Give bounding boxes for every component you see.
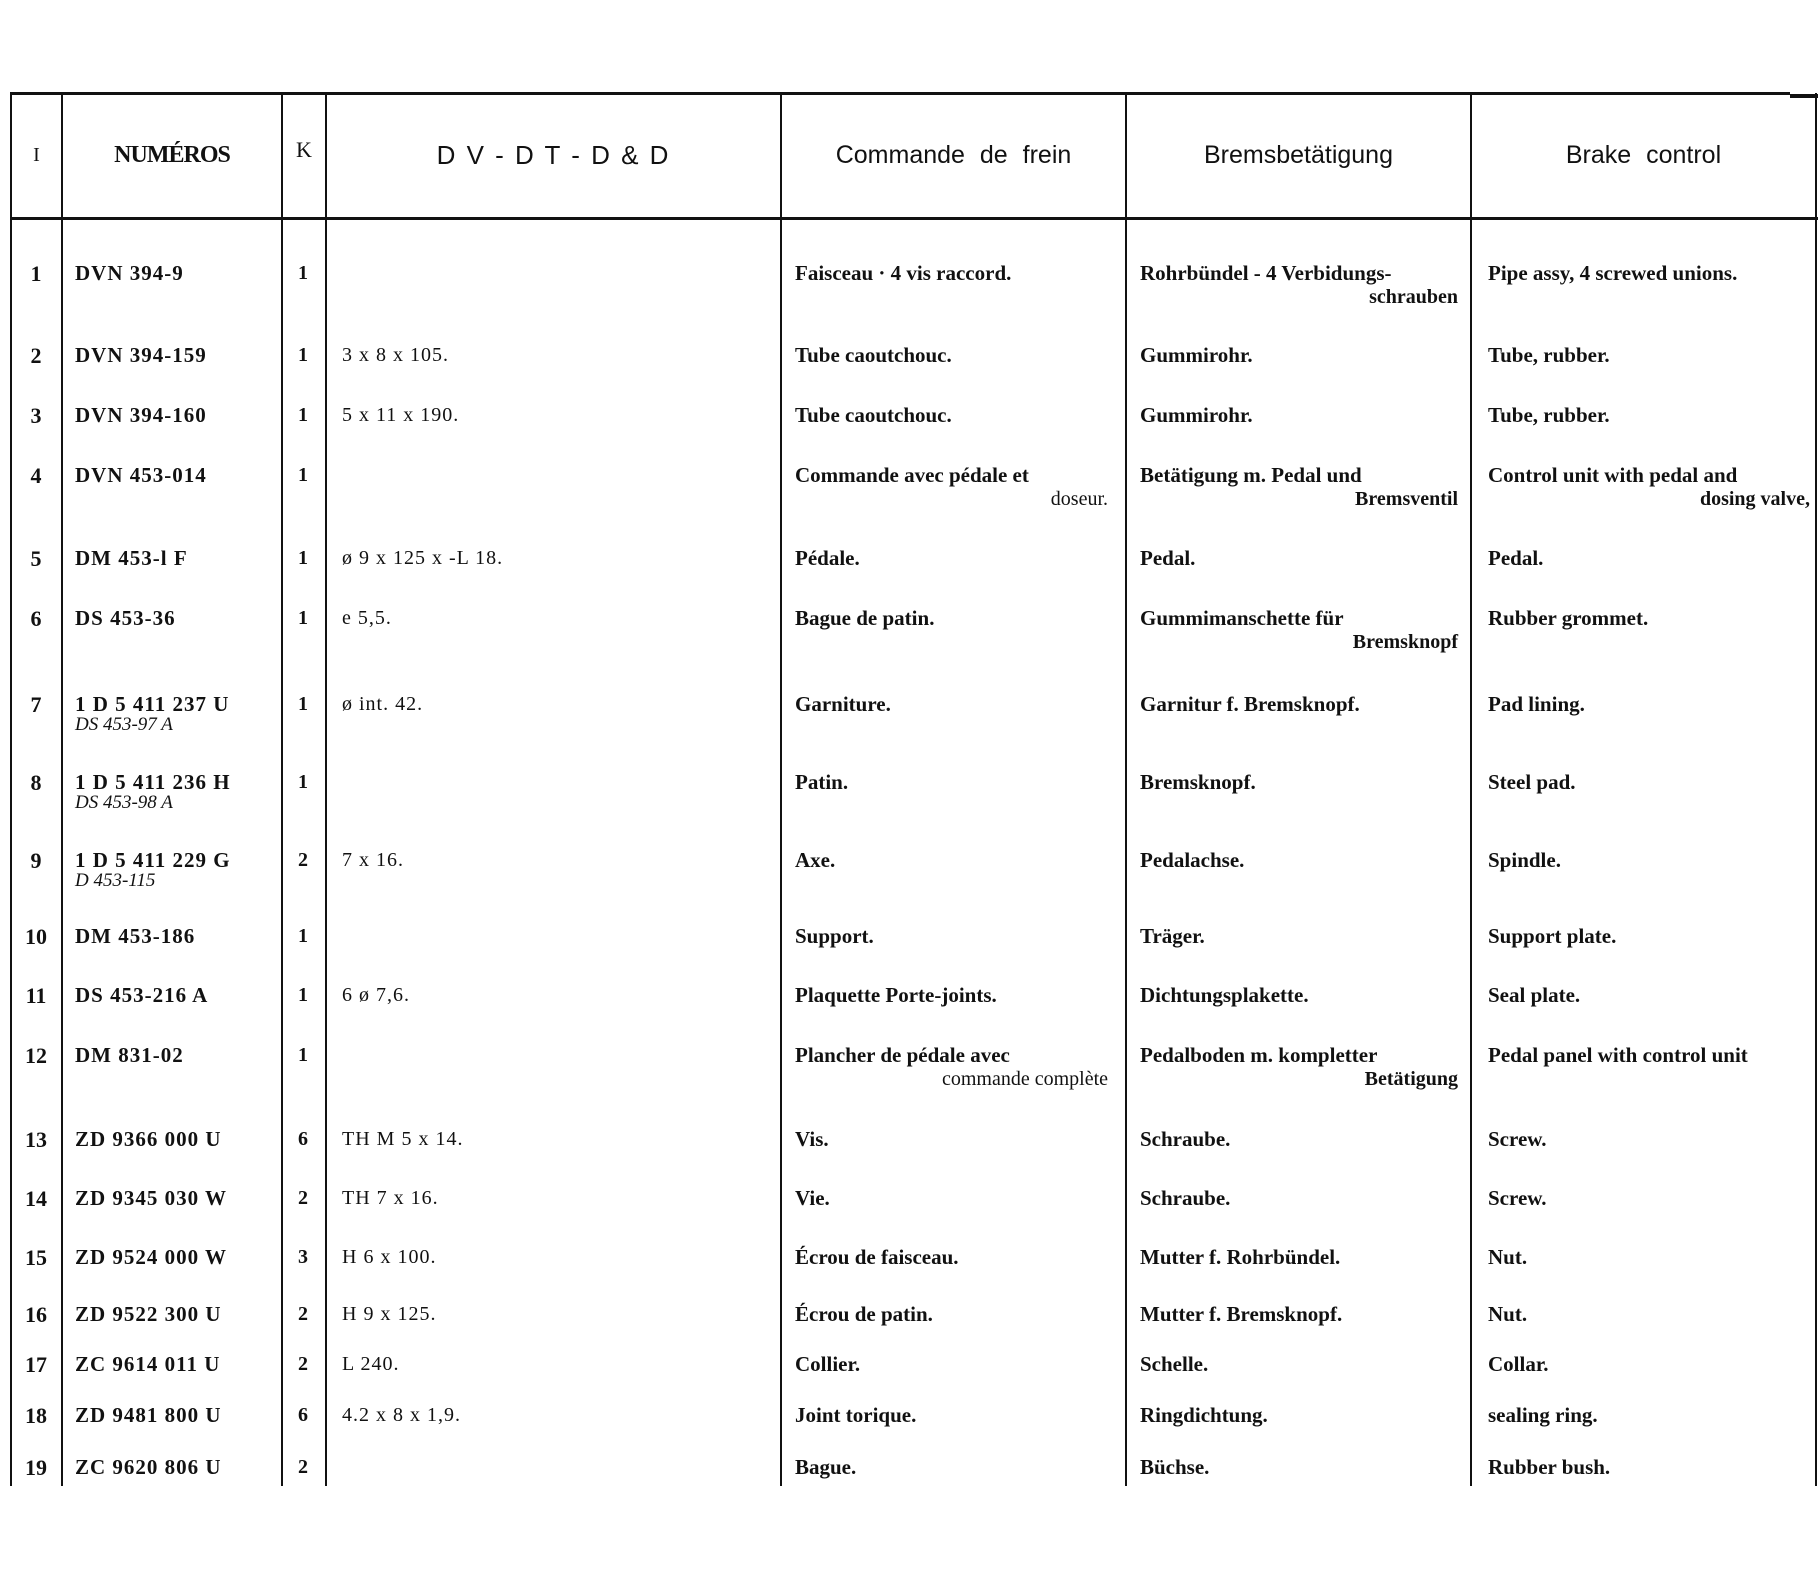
description-fr: Tube caoutchouc. [795, 343, 952, 367]
dimensions: TH 7 x 16. [342, 1187, 439, 1209]
quantity: 1 [298, 464, 308, 486]
part-number-alt: DS 453-98 A [75, 792, 173, 813]
description-fr: Bague. [795, 1455, 857, 1479]
dimensions: ø int. 42. [342, 693, 424, 715]
header-model: D V - D T - D & D [436, 140, 671, 170]
dimensions: TH M 5 x 14. [342, 1128, 464, 1150]
part-number: DVN 453-014 [75, 463, 207, 487]
description-fr: Faisceau · 4 vis raccord. [795, 261, 1012, 285]
part-number: DVN 394-159 [75, 343, 207, 367]
description-en: Support plate. [1488, 924, 1617, 948]
description-fr: Plancher de pédale avec [795, 1043, 1010, 1067]
header-index: I [33, 144, 40, 166]
quantity: 2 [298, 849, 308, 871]
dimensions: 5 x 11 x 190. [342, 404, 460, 426]
item-index: 16 [25, 1302, 47, 1327]
description-fr: Vie. [795, 1186, 830, 1210]
description-fr-cont: doseur. [1050, 488, 1108, 510]
description-fr: Collier. [795, 1352, 861, 1376]
column-divider [1470, 93, 1472, 1486]
quantity: 2 [298, 1303, 308, 1325]
dimensions: e 5,5. [342, 607, 392, 629]
description-fr: Écrou de faisceau. [795, 1245, 959, 1269]
description-de: Schraube. [1140, 1127, 1231, 1151]
description-en: Tube, rubber. [1488, 343, 1610, 367]
item-index: 8 [30, 770, 42, 795]
description-fr: Commande avec pédale et [795, 463, 1029, 487]
item-index: 12 [25, 1043, 47, 1068]
header-french: Commande de frein [835, 141, 1072, 169]
description-de: Bremsknopf. [1140, 770, 1256, 794]
item-index: 11 [25, 983, 47, 1008]
description-en: Collar. [1488, 1352, 1549, 1376]
column-divider [780, 93, 782, 1486]
quantity: 6 [298, 1404, 308, 1426]
part-number: 1 D 5 411 229 G [75, 848, 231, 872]
description-de: Pedal. [1140, 546, 1196, 570]
description-de: Schelle. [1140, 1352, 1209, 1376]
description-en: Nut. [1488, 1302, 1528, 1326]
column-divider [325, 93, 327, 1486]
description-de: Pedalachse. [1140, 848, 1245, 872]
description-en-cont: dosing valve, [1699, 488, 1810, 510]
description-fr: Bague de patin. [795, 606, 935, 630]
part-number: 1 D 5 411 237 U [75, 692, 230, 716]
description-en: Pipe assy, 4 screwed unions. [1488, 261, 1738, 285]
quantity: 1 [298, 984, 308, 1006]
description-fr-cont: commande complète [941, 1068, 1108, 1090]
description-en: Pedal panel with control unit [1488, 1043, 1748, 1067]
dimensions: ø 9 x 125 x -L 18. [342, 547, 504, 569]
description-en: Steel pad. [1488, 770, 1576, 794]
description-de: Gummirohr. [1140, 403, 1253, 427]
description-fr: Pédale. [795, 546, 860, 570]
description-de: Gummirohr. [1140, 343, 1253, 367]
part-number-alt: D 453-115 [75, 870, 156, 891]
item-index: 3 [30, 403, 42, 428]
description-en: sealing ring. [1488, 1403, 1598, 1427]
column-divider [1815, 93, 1817, 1486]
quantity: 1 [298, 925, 308, 947]
item-index: 1 [30, 261, 42, 286]
item-index: 13 [25, 1127, 47, 1152]
description-de: Mutter f. Rohrbündel. [1140, 1245, 1341, 1269]
quantity: 2 [298, 1456, 308, 1478]
dimensions: 4.2 x 8 x 1,9. [342, 1404, 461, 1426]
item-index: 4 [30, 463, 42, 488]
item-index: 7 [30, 692, 42, 717]
description-de-cont: schrauben [1369, 286, 1458, 308]
quantity: 1 [298, 771, 308, 793]
dimensions: 6 ø 7,6. [342, 984, 410, 1006]
item-index: 19 [25, 1455, 47, 1480]
part-number: ZC 9614 011 U [75, 1352, 221, 1376]
quantity: 1 [298, 547, 308, 569]
description-en: Rubber grommet. [1488, 606, 1649, 630]
description-fr: Vis. [795, 1127, 829, 1151]
part-number: DVN 394-9 [75, 261, 184, 285]
description-de: Pedalboden m. kompletter [1140, 1043, 1378, 1067]
part-number: 1 D 5 411 236 H [75, 770, 231, 794]
quantity: 2 [298, 1187, 308, 1209]
column-divider [61, 93, 63, 1486]
part-number: ZD 9481 800 U [75, 1403, 222, 1427]
quantity: 1 [298, 404, 308, 426]
description-de: Gummimanschette für [1140, 606, 1344, 630]
description-de: Garnitur f. Bremsknopf. [1140, 692, 1360, 716]
part-number: ZD 9522 300 U [75, 1302, 222, 1326]
quantity: 3 [298, 1246, 308, 1268]
column-divider [10, 93, 12, 1486]
description-en: Screw. [1488, 1186, 1547, 1210]
part-number: ZD 9345 030 W [75, 1186, 228, 1210]
description-de: Büchse. [1140, 1455, 1210, 1479]
dimensions: 3 x 8 x 105. [342, 344, 449, 366]
description-de: Träger. [1140, 924, 1205, 948]
item-index: 18 [25, 1403, 47, 1428]
dimensions: H 6 x 100. [342, 1246, 437, 1268]
description-en: Seal plate. [1488, 983, 1581, 1007]
part-number: DM 831-02 [75, 1043, 184, 1067]
item-index: 15 [25, 1245, 47, 1270]
quantity: 1 [298, 607, 308, 629]
item-index: 17 [25, 1352, 47, 1377]
part-number: DVN 394-160 [75, 403, 207, 427]
item-index: 10 [25, 924, 47, 949]
description-de: Mutter f. Bremsknopf. [1140, 1302, 1343, 1326]
description-fr: Écrou de patin. [795, 1302, 933, 1326]
description-de-cont: Bremsventil [1355, 488, 1458, 510]
quantity: 1 [298, 693, 308, 715]
description-de: Rohrbündel - 4 Verbidungs- [1140, 261, 1392, 285]
description-de-cont: Bremsknopf [1352, 631, 1458, 653]
part-number-alt: DS 453-97 A [75, 714, 173, 735]
description-fr: Plaquette Porte-joints. [795, 983, 997, 1007]
dimensions: H 9 x 125. [342, 1303, 437, 1325]
dimensions: 7 x 16. [342, 849, 404, 871]
part-number: DS 453-216 A [75, 983, 209, 1007]
description-de-cont: Betätigung [1364, 1068, 1458, 1090]
part-number: DS 453-36 [75, 606, 176, 630]
description-en: Rubber bush. [1488, 1455, 1611, 1479]
description-fr: Garniture. [795, 692, 891, 716]
description-de: Ringdichtung. [1140, 1403, 1268, 1427]
item-index: 9 [30, 848, 42, 873]
column-divider [1125, 93, 1127, 1486]
description-en: Control unit with pedal and [1488, 463, 1738, 487]
quantity: 2 [298, 1353, 308, 1375]
part-number: DM 453-186 [75, 924, 196, 948]
item-index: 2 [30, 343, 42, 368]
header-german: Bremsbetätigung [1203, 141, 1393, 169]
header-english: Brake control [1565, 141, 1722, 169]
quantity: 6 [298, 1128, 308, 1150]
description-en: Tube, rubber. [1488, 403, 1610, 427]
item-index: 6 [30, 606, 42, 631]
description-en: Spindle. [1488, 848, 1561, 872]
part-number: ZD 9366 000 U [75, 1127, 222, 1151]
column-divider [281, 93, 283, 1486]
item-index: 5 [30, 546, 42, 571]
quantity: 1 [298, 262, 308, 284]
item-index: 14 [25, 1186, 47, 1211]
header-numbers: NUMÉROS [114, 142, 230, 168]
description-en: Screw. [1488, 1127, 1547, 1151]
quantity: 1 [298, 344, 308, 366]
description-de: Schraube. [1140, 1186, 1231, 1210]
header-qty: K [296, 137, 312, 162]
part-number: ZD 9524 000 W [75, 1245, 228, 1269]
description-en: Pad lining. [1488, 692, 1585, 716]
description-fr: Tube caoutchouc. [795, 403, 952, 427]
quantity: 1 [298, 1044, 308, 1066]
description-fr: Joint torique. [795, 1403, 917, 1427]
description-de: Dichtungsplakette. [1140, 983, 1309, 1007]
description-fr: Patin. [795, 770, 849, 794]
description-de: Betätigung m. Pedal und [1140, 463, 1362, 487]
part-number: ZC 9620 806 U [75, 1455, 222, 1479]
dimensions: L 240. [342, 1353, 400, 1375]
description-en: Nut. [1488, 1245, 1528, 1269]
part-number: DM 453-l F [75, 546, 188, 570]
description-en: Pedal. [1488, 546, 1544, 570]
description-fr: Support. [795, 924, 874, 948]
description-fr: Axe. [795, 848, 836, 872]
